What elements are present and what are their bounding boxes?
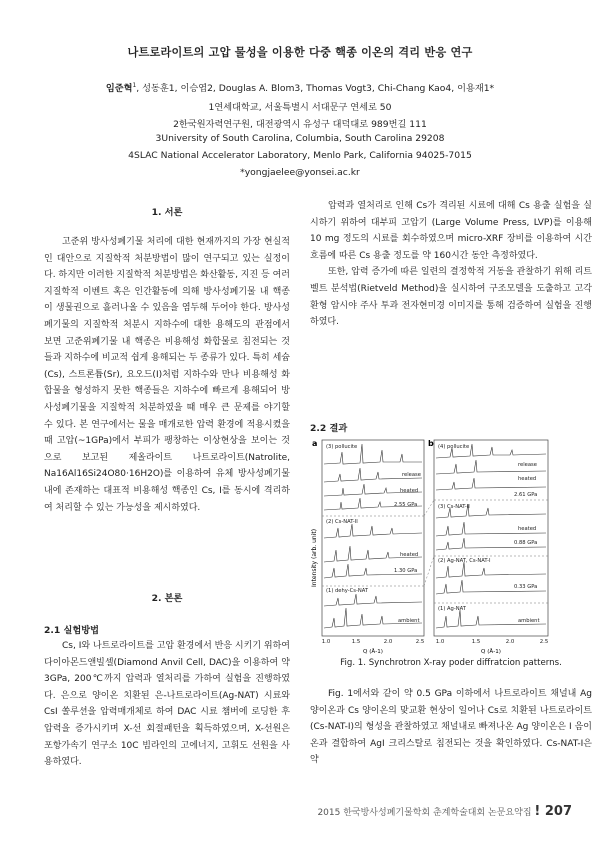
b-xlabel: Q (Å-1) [481,649,501,655]
a-label-pollucite: (3) pollucite [326,444,358,450]
a-xtick-4: 2.5 [415,639,425,645]
affiliation-4: 4SLAC National Accelerator Laboratory, Menlo Park, California 94025-7015 [128,150,472,161]
panel-b-patterns [436,444,546,628]
a-xlabel: Q (Å-1) [363,649,383,655]
y-axis-label: Intensity (arb. unit) [311,528,318,588]
a-label-ambient: ambient [398,618,420,624]
xrd-figure [310,438,592,656]
natrolite-formula: Na16Al16Si24O80·16H2O [44,469,160,480]
b-label-pollucite: (4) pollucite [438,444,470,450]
b-xtick-2: 1.5 [471,639,481,645]
b-xtick-3: 2.0 [505,639,515,645]
a-label-heated2: heated [400,552,419,558]
body-heading: 2. 본론 [151,593,183,604]
b-label-agnat: (2) Ag-NAT, Cs-NAT-I [438,558,491,564]
a-xtick-1: 1.0 [321,639,331,645]
a-xtick-3: 2.0 [383,639,393,645]
b-label-088gpa: 0.88 GPa [514,540,538,546]
b-label-261gpa: 2.61 GPa [514,492,538,498]
b-label-csnat2: (3) Cs-NAT-II [438,504,470,510]
methods-text [44,638,290,771]
a-label-heated: heated [400,488,419,494]
a-xtick-2: 1.5 [351,639,361,645]
b-label-heated: heated [518,476,537,482]
b-label-heated2: heated [518,526,537,532]
methods-text-continued [310,198,592,331]
results-paragraph-1: Fig. 1에서와 같이 약 0.5 GPa 이하에서 나트로라이트 채널내 Ag 양이온과 Cs 양이온의 맞교환 현상이 일어나 Cs로 치환된 나트로라이트(Cs-NAT-I)의 형성을 관찰하였고 채널내로 빠져나온 Ag 양이온은 I 음이온과 결합하여 AgI 크리스탈로 침전되는 것을 확인하였다. Cs-NAT-I은 약 [310,689,592,766]
methods-paragraph-2: 압력과 열처리로 인해 Cs가 격리된 시료에 대해 Cs 용출 실험을 실시하기 위하여 대부피 고압기 (Large Volume Press, LVP)를 이용해 10 mg 정도의 시료를 회수하였으며 micro-XRF 장비를 이용하여 시간흐름에 따른 Cs 용출 정도를 약 160시간 동안 측정하였다. [310,201,592,261]
intro-text [44,234,290,516]
a-label-release: release [402,472,421,478]
page-number: 207 [544,804,572,819]
methods-heading: 2.1 실험방법 [44,625,99,636]
b-label-033gpa: 0.33 GPa [514,584,538,590]
results-text [310,686,592,769]
b-label-agnat1: (1) Ag-NAT [438,606,466,612]
main-author-sup: 1 [132,82,137,89]
conference-name: 2015 한국방사성폐기물학회 춘계학술대회 논문요약집 [317,808,532,818]
affiliation-1: 1연세대학교, 서울특별시 서대문구 연세로 50 [208,102,392,113]
b-xtick-4: 2.5 [539,639,549,645]
a-label-255gpa: 2.55 GPa [394,502,418,508]
affiliation-3: 3University of South Carolina, Columbia, South Carolina 29208 [155,133,445,144]
author-list [0,80,600,94]
methods-paragraph-3: 또한, 압력 증가에 따른 일련의 결정학적 거동을 관찰하기 위해 리트벨트 분석법(Rietveld Method)을 실시하여 구조모델을 도출하고 고각 환형 암시야 주사 투과 전자현미경 이미지를 통해 검증하여 실험을 진행하였다. [310,267,592,328]
a-label-dehy: (1) dehy-Cs-NAT [326,588,369,594]
intro-paragraph: 고준위 방사성폐기물 처리에 대한 현재까지의 가장 현실적인 대안으로 지질학적 처분방법이 많이 연구되고 있는 실정이다. 하지만 이러한 지질학적 처분방법은 화산활동, 지진 등 여러 지질학적 이벤트 혹은 인간활동에 의해 방사성폐기물 내 핵종이 생물권으로 흘러나올 수 있음을 염두해 두어야 한다. 방사성폐기물의 지질학적 처분시 지하수에 대한 용해도의 관점에서 보면 고준위폐기물 내 핵종은 비용해성 화합물로 침전되는 것들과 지하수에 비교적 쉽게 용해되는 두 종류가 있다. 특히 세슘(Cs), 스트론튬(Sr), 요오드(I)처럼 지하수와 만나 비용해성 화합물을 형성하지 못한 핵종들은 지하수에 빠르게 용해되어 방사성폐기물을 지질학적 처분하였을 때 매우 큰 문제를 야기할 수 있다. 본 연구에서는 물을 매개로한 압력 환경에 적용시켰을 때 고압(~1GPa)에서 부피가 팽창하는 이상현상을 보이는 것으로 보고된 제올라이트 나트로라이트(Natrolite, [44,237,290,463]
affiliation-2: 2한국원자력연구원, 대전광역시 유성구 대덕대로 989번길 111 [173,119,427,130]
paper-title: 나트로라이트의 고압 물성을 이용한 다중 핵종 이온의 격리 반응 연구 [127,46,473,59]
corresponding-email: *yongjaelee@yonsei.ac.kr [240,167,360,178]
panel-a-letter: a [312,439,318,448]
b-label-ambient: ambient [518,618,540,624]
panel-b-letter: b [428,439,434,448]
a-label-130gpa: 1.30 GPa [394,568,418,574]
results-heading: 2.2 결과 [310,423,348,434]
panel-a-frame [322,440,424,636]
a-label-csnat2: (2) Cs-NAT-II [326,519,358,525]
figure-caption: Fig. 1. Synchrotron X-ray poder diffratcion patterns. [340,658,562,668]
intro-paragraph-end: )를 이용하여 유체 방사성폐기물 내에 존재하는 대표적 비용해성 핵종인 Cs, I를 동시에 격리하여 처리할 수 있는 가능성을 제시하였다. [44,469,290,513]
page-footer: 2015 한국방사성폐기물학회 춘계학술대회 논문요약집 ! 207 [317,804,572,819]
b-xtick-1: 1.0 [435,639,445,645]
b-label-release: release [518,462,537,468]
intro-heading: 1. 서론 [151,207,183,218]
main-author: 임준혁 [105,83,133,94]
methods-paragraph-1: Cs, I와 나트로라이트를 고압 환경에서 반응 시키기 위하여 다이아몬드앤빌셀(Diamond Anvil Cell, DAC)을 이용하여 약 3GPa, 200℃까지 압력과 열처리를 가하여 실험을 진행하였다. 은으로 양이온 치환된 은-나트로라이트(Ag-NAT) 시료와 CsI 쏠루션을 압력매개체로 하여 DAC 시료 챔버에 로딩한 후 압력을 증가시키며 X-선 회절패턴을 획득하였으며, X-선원은 포항가속기 연구소 10C 빔라인의 고에너지, 고휘도 선원을 사용하였다. [44,641,290,768]
other-authors: , 성동훈1, 이승엽2, Douglas A. Blom3, Thomas Vogt3, Chi-Chang Kao4, 이용재1* [136,83,495,94]
